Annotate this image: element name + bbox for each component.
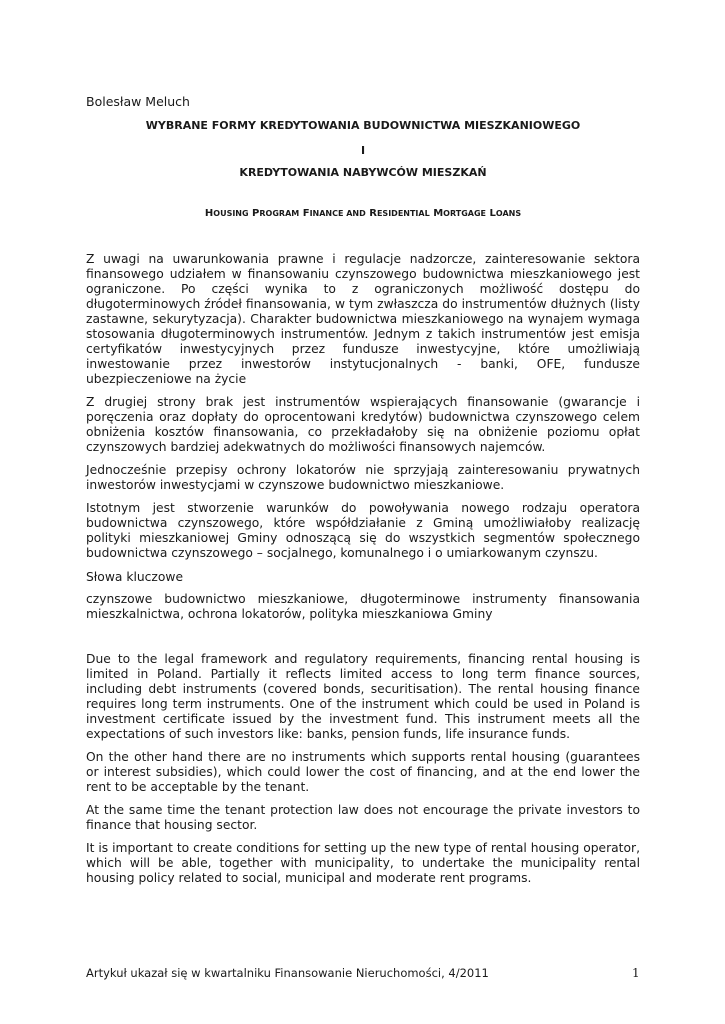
english-title (86, 208, 640, 219)
footer-note: Artykuł ukazał się w kwartalniku Finansowanie Nieruchomości, 4/2011 (86, 966, 489, 980)
english-title-word: LOANS (489, 208, 522, 219)
page-number: 1 (632, 966, 640, 980)
abstract-pl-paragraph: Istotnym jest stworzenie warunków do powoływania nowego rodzaju operatora budownictwa czynszowego, które współdziałanie z Gminą umożliwiałoby realizację polityki mieszkaniowej Gminy odnoszącą się do wszystkich segmentów społecznego budownictwa czynszowego – socjalnego, komunalnego i o umiarkowanym czynszu. (86, 501, 640, 560)
title-line-2: I (360, 144, 366, 157)
abstract-pl-paragraph: Jednocześnie przepisy ochrony lokatorów nie sprzyjają zainteresowaniu prywatnych inwestorów inwestycjami w czynszowe budownictwo mieszkaniowe. (86, 463, 640, 492)
abstract-polish (86, 252, 640, 569)
abstract-pl-paragraph: Z drugiej strony brak jest instrumentów wspierających finansowanie (gwarancje i poręczenia oraz dopłaty do oprocentowani kredytów) budownictwa czynszowego celem obniżenia kosztów finansowania, co przekładałoby się na obniżenie poziomu opłat czynszowych bardziej adekwatnych do możliwości finansowych najemców. (86, 395, 640, 454)
english-title-word: MORTGAGE (433, 208, 486, 219)
abstract-en-paragraph: It is important to create conditions for setting up the new type of rental housing operator, which will be able, together with municipality, to undertake the municipality rental housing policy related to social, municipal and moderate rent programs. (86, 841, 640, 885)
english-title-word: PROGRAM (252, 208, 300, 219)
abstract-english (86, 652, 640, 894)
title-line-1: WYBRANE FORMY KREDYTOWANIA BUDOWNICTWA MIESZKANIOWEGO (145, 119, 581, 132)
abstract-pl-paragraph: Z uwagi na uwarunkowania prawne i regulacje nadzorcze, zainteresowanie sektora finansowego udziałem w finansowaniu czynszowego budownictwa mieszkaniowego jest ograniczone. Po części wynika to z ograniczonych możliwość dostępu do długoterminowych źródeł finansowania, w tym zwłaszcza do instrumentów dłużnych (listy zastawne, sekurytyzacja). Charakter budownictwa mieszkaniowego na wynajem wymaga stosowania długoterminowych instrumentów. Jednym z takich instrumentów jest emisja certyfikatów inwestycyjnych przez fundusze inwestycyjne, które umożliwiają inwestowanie przez inwestorów instytucjonalnych - banki, OFE, fundusze ubezpieczeniowe na życie (86, 252, 640, 386)
abstract-en-paragraph: At the same time the tenant protection law does not encourage the private investors to finance that housing sector. (86, 803, 640, 832)
english-title-word: FINANCE AND (302, 208, 366, 219)
english-title-word: RESIDENTIAL (369, 208, 430, 219)
title-line-3: KREDYTOWANIA NABYWCÓW MIESZKAŃ (239, 166, 487, 179)
english-title-word: HOUSING (204, 208, 249, 219)
keywords-text: czynszowe budownictwo mieszkaniowe, długoterminowe instrumenty finansowania mieszkalnictwa, ochrona lokatorów, polityka mieszkaniowa Gminy (86, 592, 640, 621)
keywords-heading: Słowa kluczowe (86, 570, 184, 584)
abstract-en-paragraph: On the other hand there are no instruments which supports rental housing (guarantees or interest subsidies), which could lower the cost of financing, and at the end lower the rent to be acceptable by the tenant. (86, 750, 640, 794)
abstract-en-paragraph: Due to the legal framework and regulatory requirements, financing rental housing is limited in Poland. Partially it reflects limited access to long term finance sources, including debt instruments (covered bonds, securitisation). The rental housing finance requires long term instruments. One of the instrument which could be used in Poland is investment certificate issued by the investment fund. This instrument meets all the expectations of such investors like: banks, pension funds, life insurance funds. (86, 652, 640, 741)
author-name: Bolesław Meluch (86, 94, 190, 109)
